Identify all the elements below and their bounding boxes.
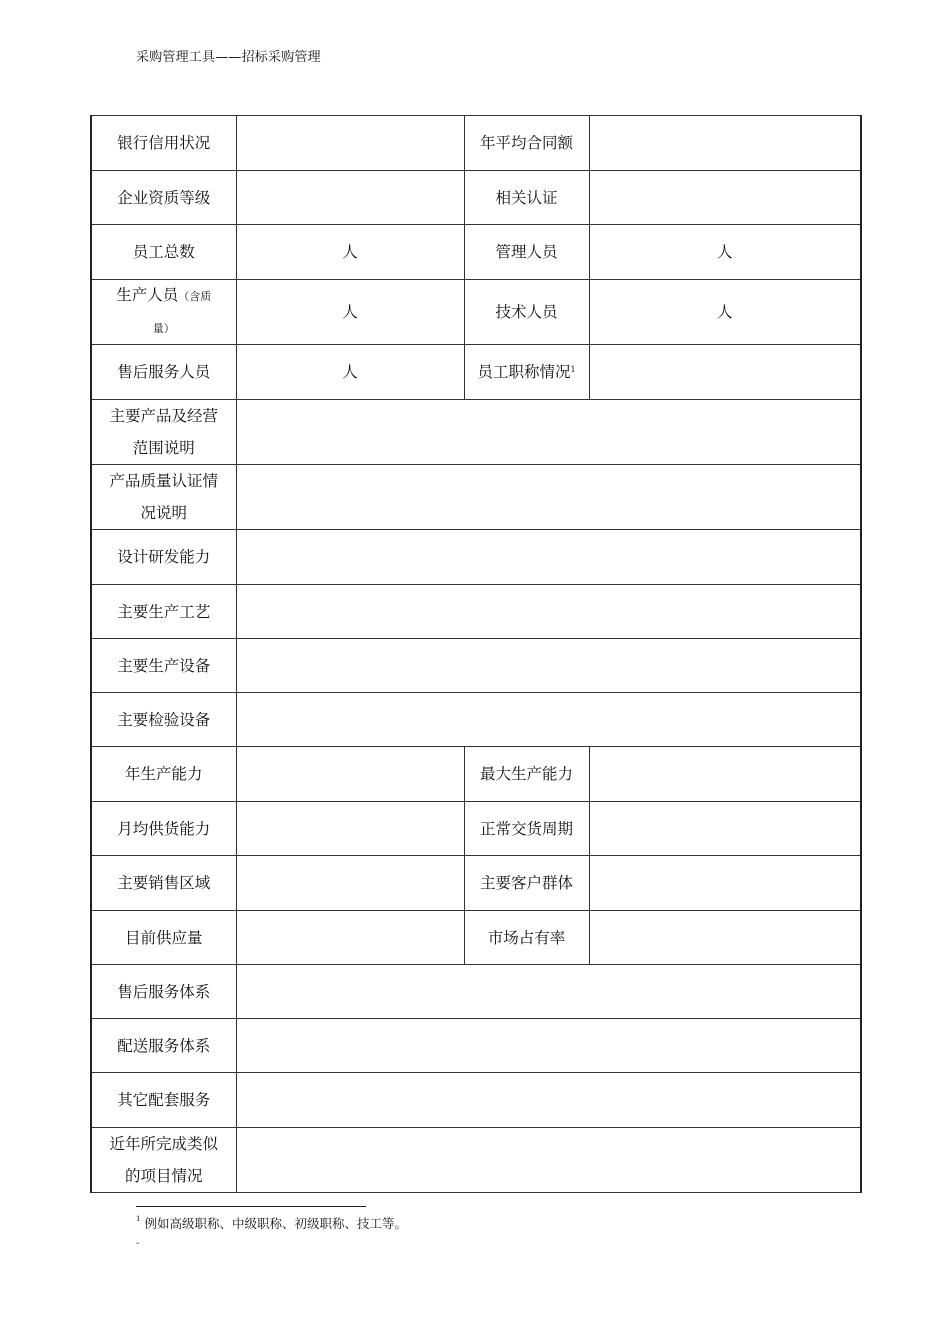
- label-market-share: 市场占有率: [464, 911, 589, 965]
- production-staff-label: 生产人员: [116, 286, 179, 304]
- main-products-line-1: 主要产品及经营: [109, 407, 218, 425]
- field-management-staff[interactable]: [589, 225, 861, 280]
- page-header: 采购管理工具——招标采购管理: [136, 50, 321, 65]
- label-quality-cert: [91, 465, 236, 530]
- table-row: [91, 639, 861, 693]
- label-other-services: 其它配套服务: [91, 1073, 236, 1128]
- table-row: [91, 585, 861, 639]
- label-technical-staff: 技术人员: [464, 280, 589, 345]
- label-production-staff: [91, 280, 236, 345]
- field-recent-projects[interactable]: [236, 1128, 861, 1193]
- table-row: [91, 1019, 861, 1073]
- footnote-text: 例如高级职称、中级职称、初级职称、技工等。: [144, 1216, 407, 1231]
- page-mark: -: [136, 1238, 140, 1249]
- label-staff-titles: [464, 345, 589, 400]
- table-row: [91, 965, 861, 1019]
- field-staff-titles[interactable]: [589, 345, 861, 400]
- quality-cert-line-1: 产品质量认证情: [109, 472, 218, 490]
- unit-person: 人: [342, 303, 358, 321]
- field-related-cert[interactable]: [589, 171, 861, 225]
- label-main-products: [91, 400, 236, 465]
- field-total-staff[interactable]: [236, 225, 464, 280]
- table-row: [91, 400, 861, 465]
- production-staff-note: （含质: [178, 290, 212, 303]
- unit-person: 人: [342, 243, 358, 261]
- field-after-sales-staff[interactable]: [236, 345, 464, 400]
- field-main-products[interactable]: [236, 400, 861, 465]
- label-current-supply: 目前供应量: [91, 911, 236, 965]
- table-row: [91, 280, 861, 345]
- table-row: [91, 802, 861, 856]
- unit-person: 人: [342, 363, 358, 381]
- label-after-sales-staff: 售后服务人员: [91, 345, 236, 400]
- table-row: [91, 171, 861, 225]
- label-after-sales-system: 售后服务体系: [91, 965, 236, 1019]
- main-products-line-2: 范围说明: [132, 439, 195, 457]
- field-annual-avg-contract[interactable]: [589, 116, 861, 171]
- field-qualification-level[interactable]: [236, 171, 464, 225]
- recent-projects-line-2: 的项目情况: [124, 1167, 203, 1185]
- table-row: [91, 1128, 861, 1193]
- field-bank-credit[interactable]: [236, 116, 464, 171]
- label-main-equipment: 主要生产设备: [91, 639, 236, 693]
- label-max-capacity: 最大生产能力: [464, 747, 589, 802]
- label-related-cert: 相关认证: [464, 171, 589, 225]
- label-inspection-equipment: 主要检验设备: [91, 693, 236, 747]
- table-row: [91, 225, 861, 280]
- footnote-ref: 1: [570, 365, 576, 374]
- label-monthly-supply: 月均供货能力: [91, 802, 236, 856]
- table-row: [91, 530, 861, 585]
- staff-titles-label: 员工职称情况: [477, 363, 571, 381]
- label-management-staff: 管理人员: [464, 225, 589, 280]
- field-main-process[interactable]: [236, 585, 861, 639]
- field-after-sales-system[interactable]: [236, 965, 861, 1019]
- field-customer-groups[interactable]: [589, 856, 861, 911]
- table-row: [91, 911, 861, 965]
- field-current-supply[interactable]: [236, 911, 464, 965]
- footnote-separator: [136, 1206, 366, 1207]
- field-market-share[interactable]: [589, 911, 861, 965]
- recent-projects-line-1: 近年所完成类似: [109, 1135, 218, 1153]
- unit-person: 人: [716, 243, 733, 261]
- field-rd-capability[interactable]: [236, 530, 861, 585]
- table-row: [91, 345, 861, 400]
- label-sales-region: 主要销售区域: [91, 856, 236, 911]
- footnote: [136, 1214, 407, 1232]
- label-rd-capability: 设计研发能力: [91, 530, 236, 585]
- supplier-info-table: [90, 115, 862, 1193]
- table-row: [91, 116, 861, 171]
- label-delivery-system: 配送服务体系: [91, 1019, 236, 1073]
- quality-cert-line-2: 况说明: [140, 504, 187, 522]
- table-row: [91, 747, 861, 802]
- field-normal-delivery[interactable]: [589, 802, 861, 856]
- label-annual-avg-contract: 年平均合同额: [464, 116, 589, 171]
- label-recent-projects: [91, 1128, 236, 1193]
- label-total-staff: 员工总数: [91, 225, 236, 280]
- field-delivery-system[interactable]: [236, 1019, 861, 1073]
- field-inspection-equipment[interactable]: [236, 693, 861, 747]
- field-sales-region[interactable]: [236, 856, 464, 911]
- table-row: [91, 465, 861, 530]
- field-main-equipment[interactable]: [236, 639, 861, 693]
- table-row: [91, 1073, 861, 1128]
- label-main-process: 主要生产工艺: [91, 585, 236, 639]
- field-technical-staff[interactable]: [589, 280, 861, 345]
- field-max-capacity[interactable]: [589, 747, 861, 802]
- field-monthly-supply[interactable]: [236, 802, 464, 856]
- unit-person: 人: [716, 303, 733, 321]
- table-row: [91, 856, 861, 911]
- label-annual-capacity: 年生产能力: [91, 747, 236, 802]
- label-normal-delivery: 正常交货周期: [464, 802, 589, 856]
- field-other-services[interactable]: [236, 1073, 861, 1128]
- production-staff-note-2: 量）: [152, 322, 175, 335]
- label-bank-credit: 银行信用状况: [91, 116, 236, 171]
- field-quality-cert[interactable]: [236, 465, 861, 530]
- footnote-marker: 1: [136, 1215, 141, 1223]
- field-production-staff[interactable]: [236, 280, 464, 345]
- label-customer-groups: 主要客户群体: [464, 856, 589, 911]
- label-qualification-level: 企业资质等级: [91, 171, 236, 225]
- field-annual-capacity[interactable]: [236, 747, 464, 802]
- table-row: [91, 693, 861, 747]
